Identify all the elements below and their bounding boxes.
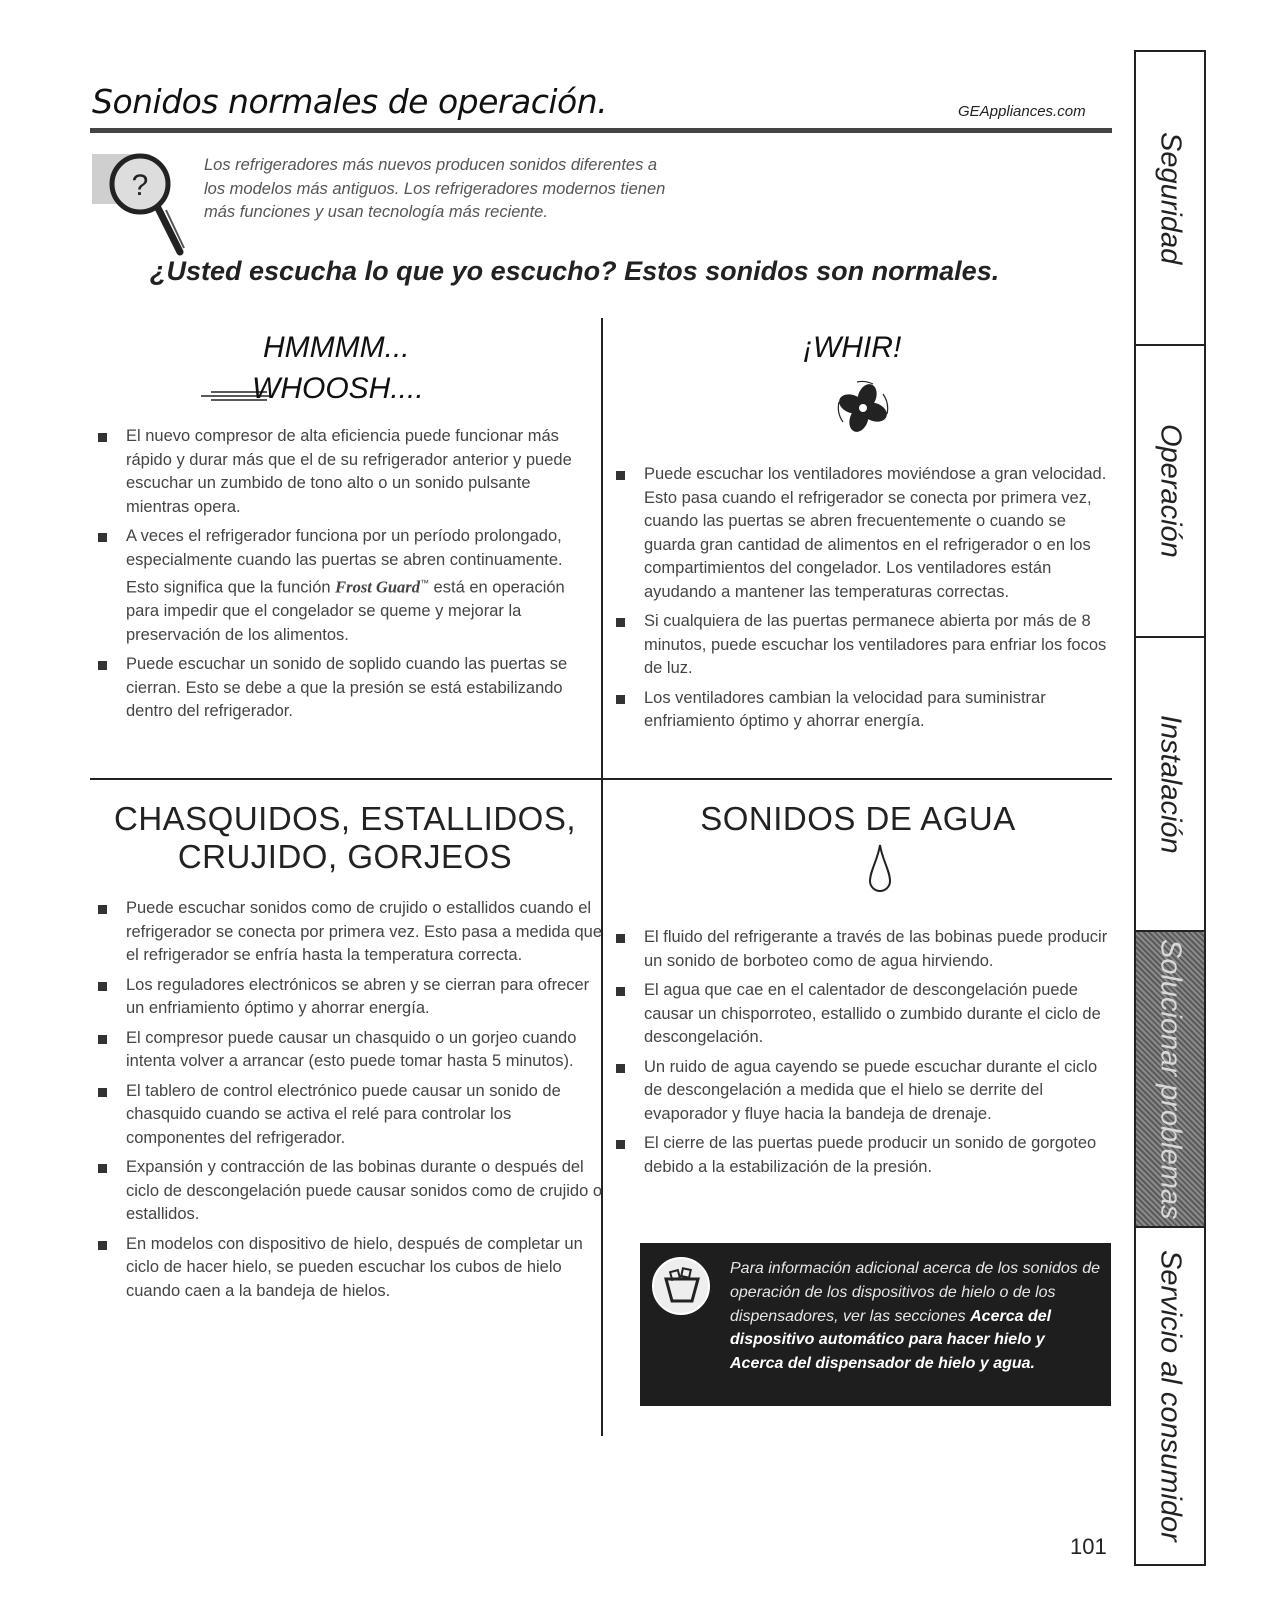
list-item: Los reguladores electrónicos se abren y se cierran para ofrecer un enfriamiento óptimo y ahorrar energía.	[94, 974, 604, 1021]
intro-line: Los refrigeradores más nuevos producen sonidos diferentes a	[204, 156, 658, 174]
list-item: El tablero de control electrónico puede causar un sonido de chasquido cuando se activa el relé para controlar los componentes del refrigerador.	[94, 1080, 604, 1151]
list-item: En modelos con dispositivo de hielo, después de completar un ciclo de hacer hielo, se pueden escuchar los cubos de hielo cuando caen a la bandeja de hielos.	[94, 1233, 604, 1304]
hmm-list	[94, 425, 594, 730]
tab-label: Solucionar problemas	[1154, 938, 1187, 1220]
list-item: El agua que cae en el calentador de descongelación puede causar un chisporroteo, estallido o zumbido durante el ciclo de descongelación.	[612, 979, 1110, 1050]
info-text-body: Para información adicional acerca de los sonidos de operación de los dispositivos de hielo o de los dispensadores, ver las secciones	[730, 1260, 1100, 1325]
list-item: Puede escuchar un sonido de soplido cuando las puertas se cierran. Esto se debe a que la presión se está estabilizando dentro del refrigerador.	[94, 653, 594, 724]
item-text: A veces el refrigerador funciona por un período prolongado, especialmente cuando las puertas se abren continuamente. Esto significa que la función	[126, 527, 563, 597]
ice-bucket-icon	[650, 1255, 712, 1317]
row-divider	[90, 778, 1112, 780]
list-item: El cierre de las puertas puede producir un sonido de gorgoteo debido a la estabilización de la presión.	[612, 1132, 1110, 1179]
item-text: está en operación para impedir que el congelador se queme y mejorar la preservación de los alimentos.	[126, 578, 565, 644]
chasquidos-list	[94, 897, 604, 1309]
list-item: Un ruido de agua cayendo se puede escuchar durante el ciclo de descongelación a medida que el hielo se derrite del evaporador y fluye hacia la bandeja de drenaje.	[612, 1056, 1110, 1127]
list-item: Si cualquiera de las puertas permanece abierta por más de 8 minutos, puede escuchar los ventiladores para enfriar los focos de luz.	[612, 610, 1110, 681]
section-title-whoosh: WHOOSH....	[252, 372, 424, 405]
section-title-agua: SONIDOS DE AGUA	[700, 800, 1016, 837]
list-item: Los ventiladores cambian la velocidad para suministrar enfriamiento óptimo y ahorrar energía.	[612, 687, 1110, 734]
whir-list	[612, 463, 1110, 740]
list-item: Expansión y contracción de las bobinas durante o después del ciclo de descongelación puede causar sonidos como de crujido o estallidos.	[94, 1156, 604, 1227]
section-title-chasquidos	[90, 800, 600, 876]
list-item	[94, 525, 594, 647]
tab-solucionar-problemas[interactable]	[1136, 932, 1204, 1228]
intro-text	[204, 154, 764, 225]
info-box	[640, 1243, 1111, 1406]
tab-operacion[interactable]	[1136, 346, 1204, 638]
frost-guard-brand: Frost Guard	[335, 577, 420, 597]
tab-label: Instalación	[1154, 714, 1187, 854]
list-item: El nuevo compresor de alta eficiencia puede funcionar más rápido y durar más que el de su refrigerador anterior y puede escuchar un zumbido de tono alto o un sonido pulsante mientras opera.	[94, 425, 594, 519]
tab-instalacion[interactable]	[1136, 638, 1204, 932]
title-line: CHASQUIDOS, ESTALLIDOS,	[114, 800, 576, 837]
tab-label: Operación	[1154, 424, 1187, 558]
tab-seguridad[interactable]	[1136, 52, 1204, 346]
question-magnifier-icon	[92, 148, 188, 260]
tab-label: Seguridad	[1154, 131, 1187, 265]
agua-list	[612, 926, 1110, 1185]
list-item: El fluido del refrigerante a través de las bobinas puede producir un sonido de borboteo como de agua hirviendo.	[612, 926, 1110, 973]
subtitle: ¿Usted escucha lo que yo escucho? Estos sonidos son normales.	[150, 256, 1000, 286]
section-title-whir: ¡WHIR!	[803, 331, 902, 364]
list-item: Puede escuchar los ventiladores moviéndose a gran velocidad. Esto pasa cuando el refrigerador se conecta por primera vez, cuando las puertas se abren frecuentemente o cuando se guarda gran cantidad de alimentos en el refrigerador o en los compartimientos del congelador. Los ventiladores están ayudando a mantener las temperaturas correctas.	[612, 463, 1110, 604]
site-url: GEAppliances.com	[958, 103, 1086, 120]
svg-text:?: ?	[131, 169, 149, 202]
water-drop-icon	[867, 843, 893, 893]
intro-line: más funciones y usan tecnología más reciente.	[204, 203, 548, 221]
info-text-sections: Acerca del dispositivo automático para hacer hielo y Acerca del dispensador de hielo y agua.	[730, 1307, 1052, 1373]
trademark: ™	[419, 578, 429, 588]
page-title: Sonidos normales de operación.	[92, 82, 608, 121]
fan-icon	[832, 377, 894, 439]
page-number: 101	[1070, 1534, 1107, 1559]
info-text	[730, 1257, 1100, 1376]
section-title-hmmmm: HMMMM...	[263, 331, 410, 364]
title-line: CRUJIDO, GORJEOS	[177, 838, 513, 875]
side-tabs	[1134, 50, 1206, 1566]
list-item: El compresor puede causar un chasquido o un gorjeo cuando intenta volver a arrancar (esto puede tomar hasta 5 minutos).	[94, 1027, 604, 1074]
title-rule	[90, 128, 1112, 133]
tab-label: Servicio al consumidor	[1154, 1250, 1187, 1542]
list-item: Puede escuchar sonidos como de crujido o estallidos cuando el refrigerador se conecta por primera vez. Esto pasa a medida que el refrigerador se enfría hasta la temperatura correcta.	[94, 897, 604, 968]
intro-line: los modelos más antiguos. Los refrigeradores modernos tienen	[204, 179, 666, 198]
tab-servicio-al-consumidor[interactable]	[1136, 1228, 1204, 1564]
